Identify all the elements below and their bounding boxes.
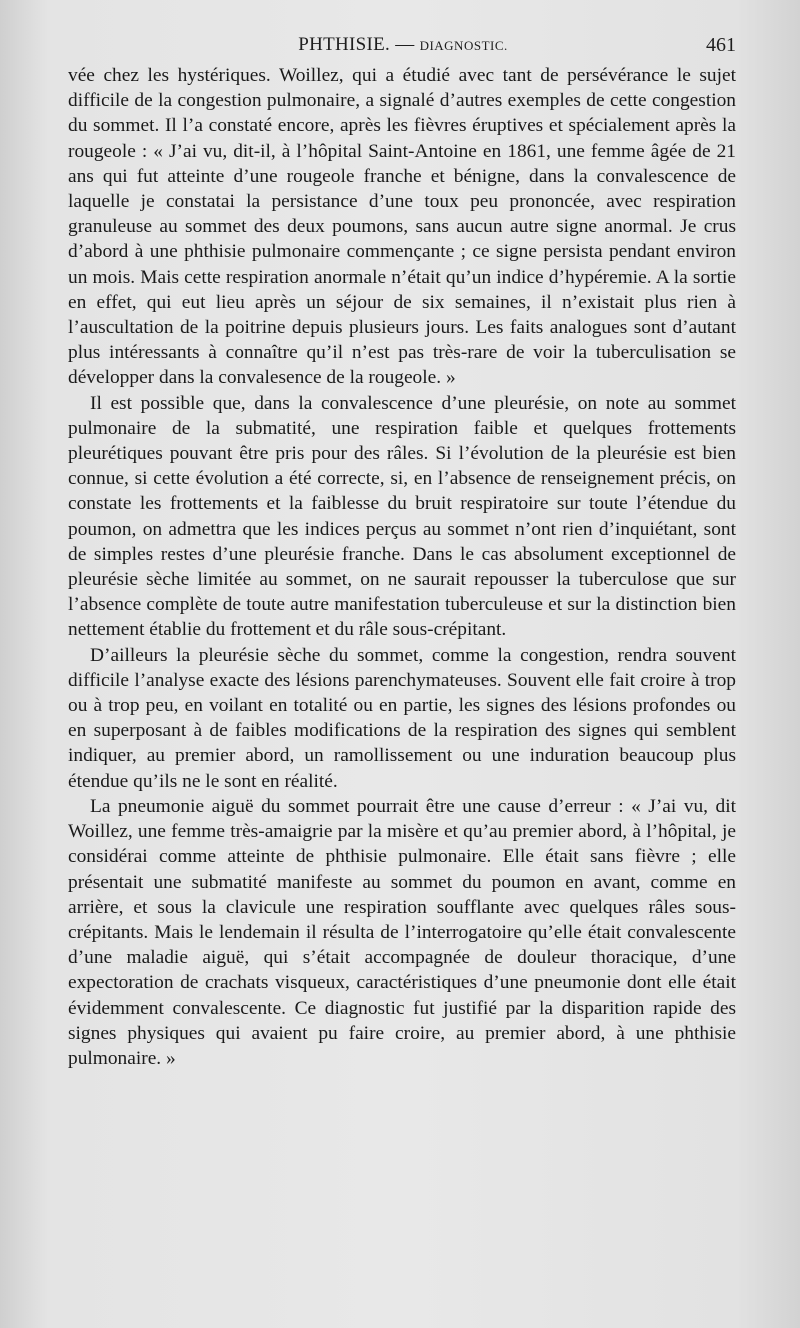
running-head-dash: — [395,34,415,55]
paragraph-pleuresie: Il est possible que, dans la convalescence d’une pleurésie, on note au sommet pulmonaire de la submatité, une respiration faible et quelques frottements pleurétiques pouvant être pris pour des râles. Si l’évolution de la pleurésie est bien connue, si cette évolution a été correcte, si, en l’absence de renseignement précis, on constate les frottements et la faiblesse du bruit respiratoire sur toute l’étendue du poumon, on admettra que les indices perçus au sommet n’ont rien d’inquiétant, sont de simples restes d’une pleurésie franche. Dans le cas absolument exceptionnel de pleurésie sèche limitée au sommet, on ne saurait repousser la tuberculose que sur l’absence complète de toute autre manifestation tuberculeuse et sur la distinction bien nettement établie du frottement et du râle sous-crépitant. [68,392,736,641]
body-text [68,63,736,1071]
paragraph-pleuresie-seche: D’ailleurs la pleurésie sèche du sommet, comme la congestion, rendra souvent difficile l’analyse exacte des lésions parenchymateuses. Souvent elle fait croire à trop ou à trop peu, en voilant en totalité ou en partie, les signes des lésions profondes ou en superposant à de faibles modifications de la respiration des signes qui semblent indiquer, au premier abord, un ramollissement ou une induration beaucoup plus étendue qu’ils ne le sont en réalité. [68,644,736,792]
paragraph-continued: vée chez les hystériques. Woillez, qui a étudié avec tant de persévérance le sujet difficile de la congestion pulmonaire, a signalé d’autres exemples de cette congestion du sommet. Il l’a constaté encore, après les fièvres éruptives et spécialement après la rougeole : « J’ai vu, dit-il, à l’hôpital Saint-Antoine en 1861, une femme âgée de 21 ans qui fut atteinte d’une rougeole franche et bénigne, dans la convalescence de laquelle je constatai la persistance d’une toux peu prononcée, avec respiration granuleuse au sommet des deux poumons, sans aucun autre signe anormal. Je crus d’abord à une phthisie pulmonaire commençante ; ce signe persista pendant environ un mois. Mais cette respiration anormale n’était qu’un indice d’hypéremie. A la sortie en effet, qui eut lieu après un séjour de six semaines, il n’existait plus rien à l’auscultation de la poitrine depuis plusieurs jours. Les faits analogues sont d’autant plus intéressants à connaître qu’il n’est pas très-rare de voir la tuberculisation se développer dans la convalesence de la rougeole. » [68,65,736,389]
running-head-title: PHTHISIE. [298,34,391,55]
running-head [70,34,736,56]
page-number: 461 [706,34,736,56]
paragraph-pneumonie: La pneumonie aiguë du sommet pourrait être une cause d’erreur : « J’ai vu, dit Woillez, une femme très-amaigrie par la misère et qu’au premier abord, à l’hôpital, je considérai comme atteinte de phthisie pulmonaire. Elle était sans fièvre ; elle présentait une submatité manifeste au sommet du poumon en avant, comme en arrière, et sous la clavicule une respiration soufflante avec quelques râles sous-crépitants. Mais le lendemain il résulta de l’interrogatoire qu’elle était convalescente d’une maladie aiguë, qui s’était accompagnée de douleur thoracique, d’une expectoration de crachats visqueux, caractéristiques d’une pneumonie dont elle était évidemment convalescente. Ce diagnostic fut justifié par la disparition rapide des signes physiques qui avaient pu faire croire, au premier abord, à une phthisie pulmonaire. » [68,795,736,1069]
page-header [70,34,736,60]
running-head-section: DIAGNOSTIC. [419,38,508,53]
